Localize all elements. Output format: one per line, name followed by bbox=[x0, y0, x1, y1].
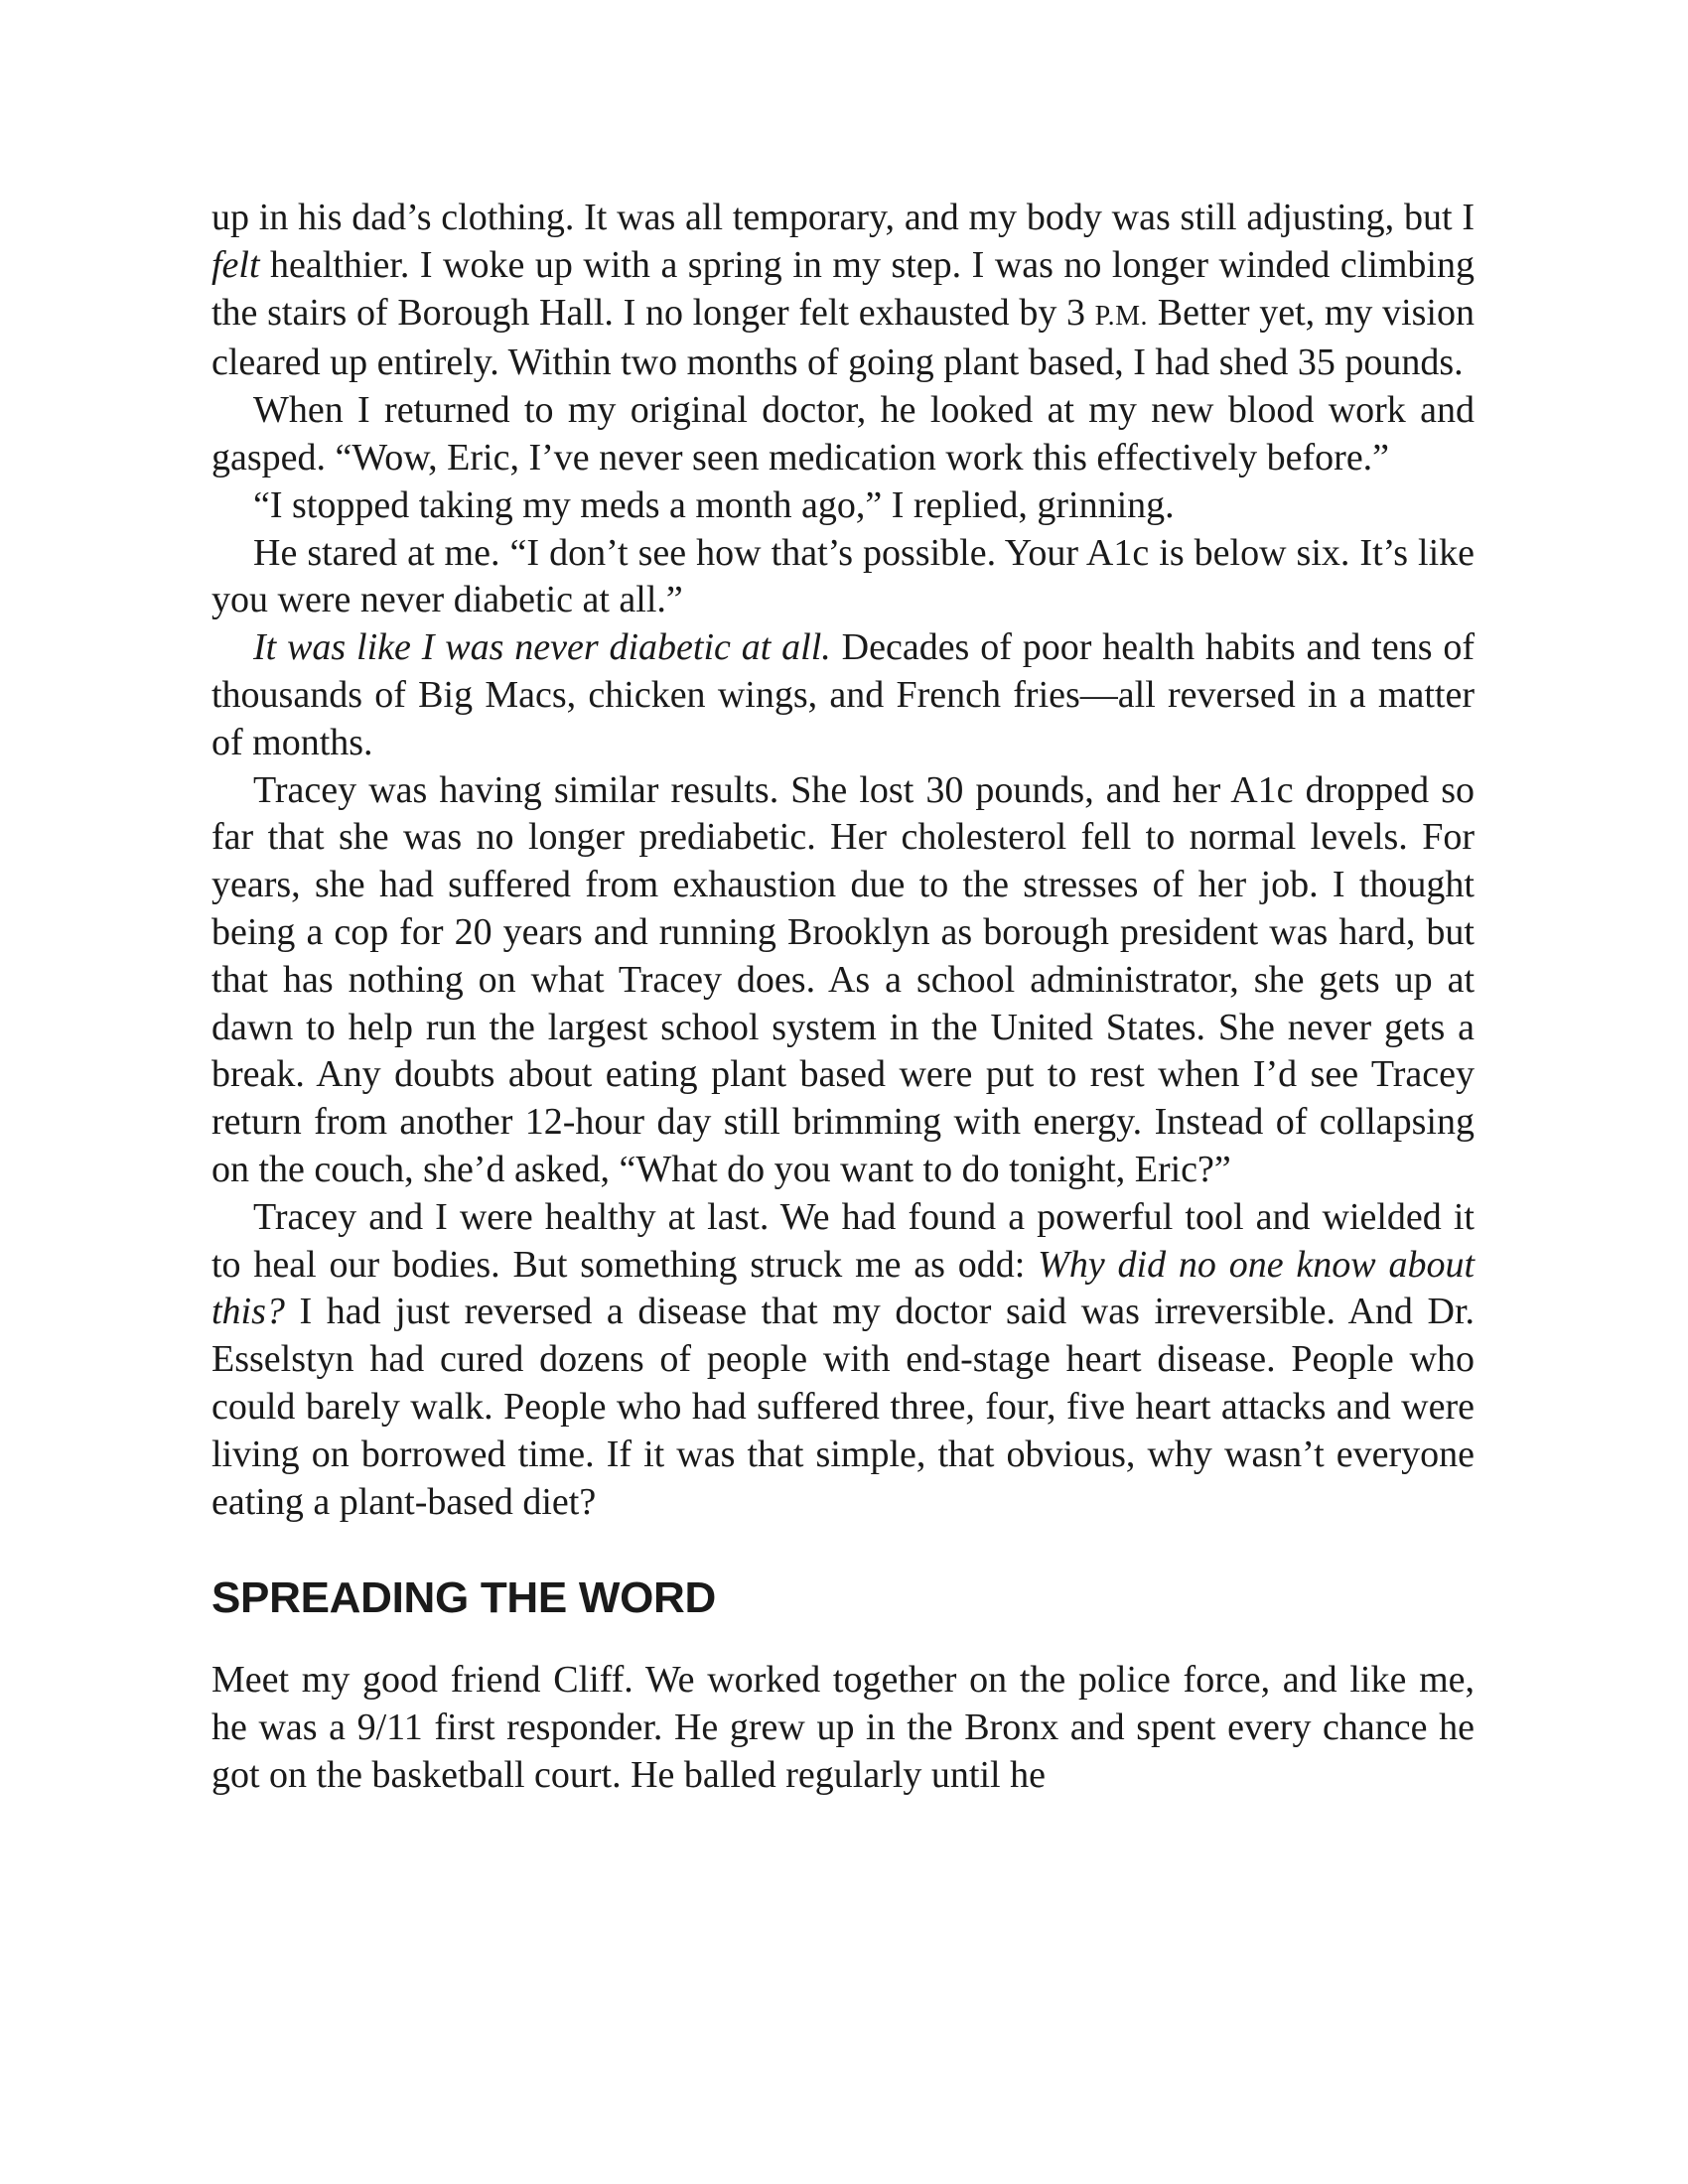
text-run: Meet my good friend Cliff. We worked together on the police force, and like me, he was a 9/11 first responder. He grew up in the Bronx and spent every chance he got on the basketball court. He balled regularly until he bbox=[211, 1659, 1475, 1796]
book-page bbox=[211, 195, 1475, 1800]
body-text-bottom bbox=[211, 1657, 1475, 1799]
text-run: I had just reversed a disease that my doctor said was irreversible. And Dr. Esselstyn had cured dozens of people with end-stage heart disease. People who could barely walk. People who had suffered three, four, five heart attacks and were living on borrowed time. If it was that simple, that obvious, why wasn’t everyone eating a plant-based diet? bbox=[211, 1291, 1475, 1523]
italic-run: It was like I was never diabetic at all. bbox=[253, 626, 831, 669]
text-run: “I stopped taking my meds a month ago,” I replied, grinning. bbox=[253, 483, 1175, 526]
text-run: Tracey and I were healthy at last. We had found a powerful tool and wielded it to heal our bodies. But something struck me as odd: bbox=[211, 1195, 1475, 1286]
italic-run: Why did no one know about this? bbox=[211, 1243, 1475, 1333]
text-run: When I returned to my original doctor, he looked at my new blood work and gasped. “Wow, Eric, I’ve never seen medication work this effectively before.” bbox=[211, 389, 1475, 478]
text-run: Better yet, my vision cleared up entirely. Within two months of going plant based, I had shed 35 pounds. bbox=[211, 291, 1475, 384]
paragraph-1 bbox=[211, 195, 1475, 387]
small-caps-run: P.M. bbox=[1094, 300, 1149, 332]
paragraph-3 bbox=[211, 482, 1475, 530]
body-text-top bbox=[211, 195, 1475, 1526]
paragraph-8 bbox=[211, 1657, 1475, 1799]
text-run: up in his dad’s clothing. It was all temporary, and my body was still adjusting, but I bbox=[211, 197, 1475, 238]
paragraph-2 bbox=[211, 387, 1475, 482]
paragraph-5 bbox=[211, 624, 1475, 766]
text-run: Tracey was having similar results. She lost 30 pounds, and her A1c dropped so far that she was no longer prediabetic. Her cholesterol fell to normal levels. For years, she had suffered from exhaustion due to the stresses of her job. I thought being a cop for 20 years and running Brooklyn as borough president was hard, but that has nothing on what Tracey does. As a school administrator, she gets up at dawn to help run the largest school system in the United States. She never gets a break. Any doubts about eating plant based were put to rest when I’d see Tracey return from another 12-hour day still brimming with energy. Instead of collapsing on the couch, she’d asked, “What do you want to do tonight, Eric?” bbox=[211, 768, 1475, 1190]
paragraph-6 bbox=[211, 767, 1475, 1194]
text-run: He stared at me. “I don’t see how that’s possible. Your A1c is below six. It’s like you were never diabetic at all.” bbox=[211, 531, 1475, 621]
text-run: healthier. I woke up with a spring in my step. I was no longer winded climbing the stairs of Borough Hall. I no longer felt exhausted by 3 bbox=[211, 243, 1475, 334]
paragraph-4 bbox=[211, 530, 1475, 625]
text-run: Decades of poor health habits and tens of thousands of Big Macs, chicken wings, and French fries—all reversed in a matter of months. bbox=[211, 626, 1475, 763]
italic-run: felt bbox=[211, 243, 260, 286]
paragraph-7 bbox=[211, 1194, 1475, 1527]
section-heading: SPREADING THE WORD bbox=[211, 1573, 716, 1623]
